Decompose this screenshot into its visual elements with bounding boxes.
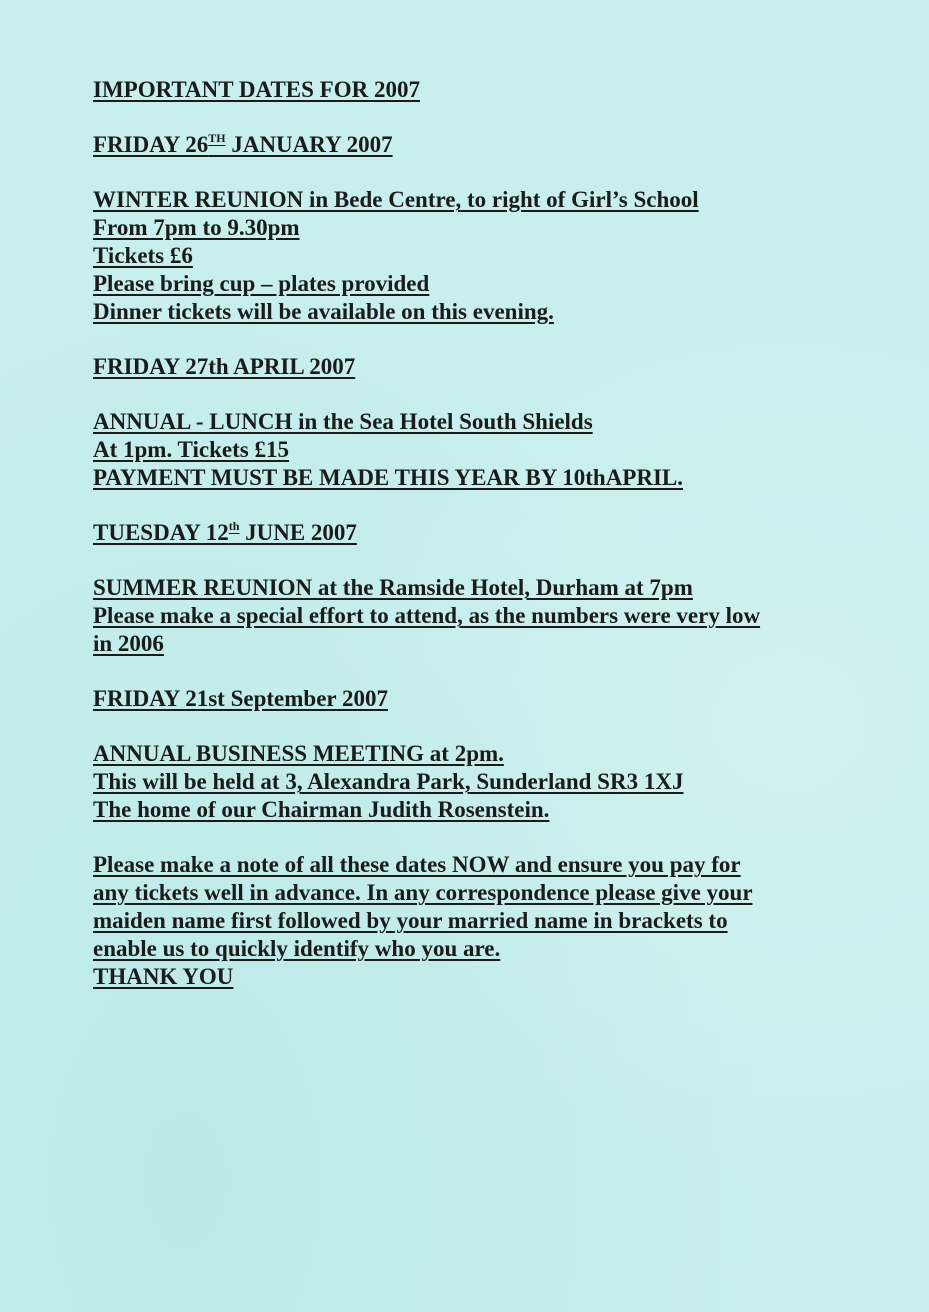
spacer: [93, 104, 853, 131]
event-2-line: ANNUAL - LUNCH in the Sea Hotel South Shields: [93, 409, 593, 434]
closing-line: any tickets well in advance. In any correspondence please give your: [93, 880, 753, 905]
notice-title: IMPORTANT DATES FOR 2007: [93, 77, 420, 102]
spacer: [93, 159, 853, 186]
event-3-line: Please make a special effort to attend, as the numbers were very low: [93, 603, 761, 628]
event-1-line: Please bring cup – plates provided: [93, 271, 430, 296]
event-1-line: Tickets £6: [93, 243, 193, 268]
event-3-date-month: JUNE 2007: [239, 520, 357, 545]
event-4-line: ANNUAL BUSINESS MEETING at 2pm.: [93, 741, 504, 766]
spacer: [93, 381, 853, 408]
notice-document: [93, 76, 853, 991]
event-3-line: in 2006: [93, 631, 164, 656]
event-2-line: PAYMENT MUST BE MADE THIS YEAR BY 10thAPRIL.: [93, 465, 684, 490]
event-4-date: FRIDAY 21st September 2007: [93, 686, 388, 711]
closing-line: Please make a note of all these dates NOW and ensure you pay for: [93, 852, 741, 877]
closing-line: enable us to quickly identify who you are.: [93, 936, 501, 961]
event-4-line: The home of our Chairman Judith Rosenstein.: [93, 797, 550, 822]
event-3-date: [93, 519, 853, 547]
spacer: [93, 824, 853, 851]
event-2-line: At 1pm. Tickets £15: [93, 437, 289, 462]
event-2-date: FRIDAY 27th APRIL 2007: [93, 354, 356, 379]
event-1-line: WINTER REUNION in Bede Centre, to right of Girl’s School: [93, 187, 699, 212]
event-1-date-day: FRIDAY 26: [93, 132, 209, 157]
spacer: [93, 547, 853, 574]
event-1-date-ordinal: TH: [208, 131, 226, 145]
event-1-date: [93, 131, 853, 159]
spacer: [93, 658, 853, 685]
thank-you: THANK YOU: [93, 964, 234, 989]
event-3-line: SUMMER REUNION at the Ramside Hotel, Durham at 7pm: [93, 575, 693, 600]
event-1-line: From 7pm to 9.30pm: [93, 215, 300, 240]
event-1-date-month: JANUARY 2007: [225, 132, 393, 157]
spacer: [93, 713, 853, 740]
event-3-date-day: TUESDAY 12: [93, 520, 229, 545]
event-1-line: Dinner tickets will be available on this evening.: [93, 299, 554, 324]
closing-line: maiden name first followed by your married name in brackets to: [93, 908, 728, 933]
event-4-line: This will be held at 3, Alexandra Park, Sunderland SR3 1XJ: [93, 769, 684, 794]
spacer: [93, 492, 853, 519]
event-3-date-ordinal: th: [228, 519, 240, 533]
spacer: [93, 326, 853, 353]
